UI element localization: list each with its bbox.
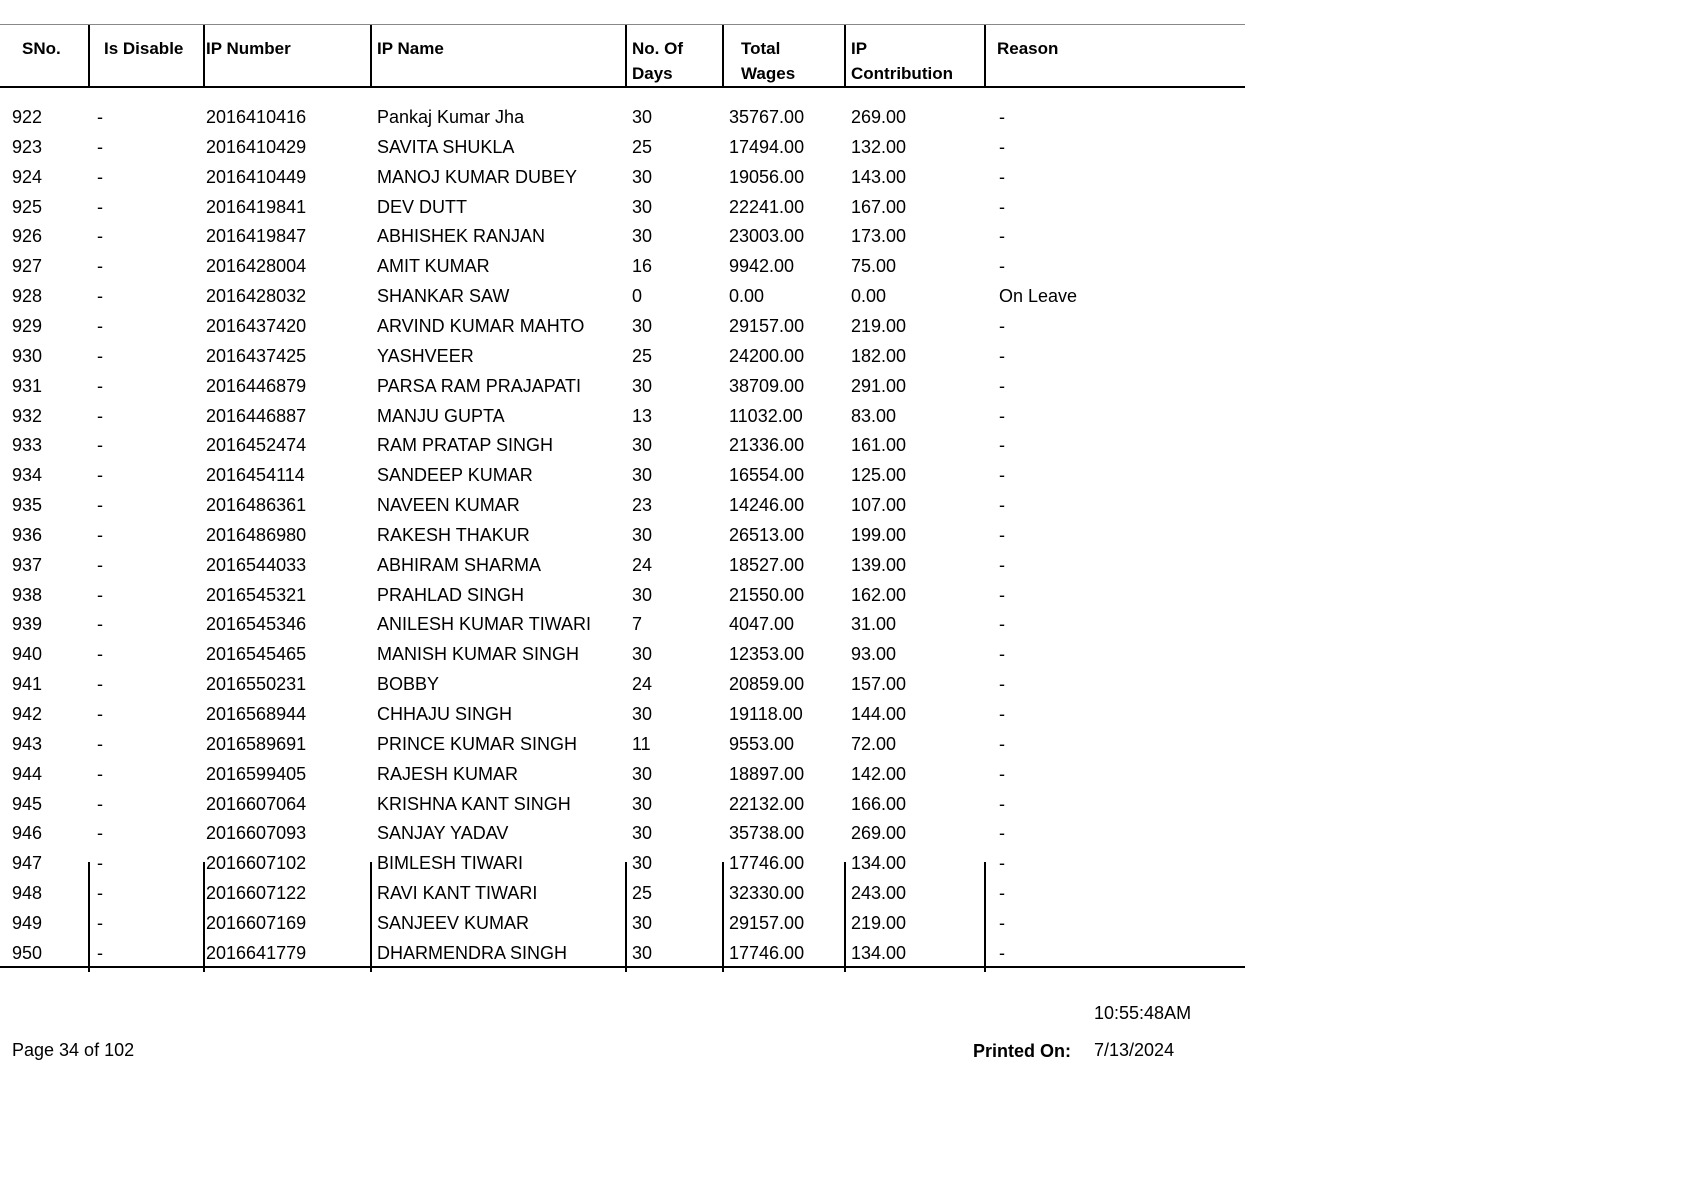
cell-ip-name: Pankaj Kumar Jha [377, 107, 525, 127]
cell-ip-name: RAJESH KUMAR [377, 763, 519, 784]
cell-reason: - [999, 166, 1005, 187]
cell-reason: - [999, 704, 1005, 724]
cell-reason: - [999, 733, 1005, 754]
cell-no-of-days: 30 [632, 853, 653, 874]
cell-ip-contribution: 199.00 [851, 524, 907, 545]
cell-ip-contribution: 182.00 [851, 345, 907, 366]
cell-sno: 929 [12, 315, 43, 336]
table-row [0, 341, 1245, 371]
cell-reason: - [999, 524, 1005, 545]
cell-ip-number: 2016446879 [206, 375, 307, 396]
cell-ip-number: 2016545346 [206, 614, 307, 635]
cell-sno: 930 [12, 345, 43, 366]
column-divider [844, 25, 846, 87]
cell-ip-name: PRINCE KUMAR SINGH [377, 733, 578, 754]
cell-no-of-days: 0 [632, 286, 643, 307]
cell-is-disable: - [97, 196, 103, 217]
cell-ip-contribution: 161.00 [851, 435, 907, 456]
table-row [0, 699, 1245, 729]
cell-total-wages: 32330.00 [729, 883, 805, 904]
cell-ip-contribution: 173.00 [851, 226, 907, 247]
cell-is-disable: - [97, 345, 103, 366]
cell-ip-contribution: 134.00 [851, 853, 907, 874]
cell-reason: - [999, 793, 1005, 814]
cell-ip-number: 2016486980 [206, 524, 307, 545]
cell-is-disable: - [97, 763, 103, 784]
cell-no-of-days: 30 [632, 315, 653, 336]
cell-no-of-days: 11 [632, 733, 651, 754]
cell-ip-contribution: 143.00 [851, 166, 907, 187]
cell-no-of-days: 30 [632, 644, 653, 665]
header-total-wages-line2: Wages [741, 64, 796, 83]
cell-ip-name: ABHIRAM SHARMA [377, 554, 542, 575]
cell-ip-contribution: 107.00 [851, 495, 907, 516]
cell-no-of-days: 30 [632, 465, 653, 486]
table-row [0, 132, 1245, 162]
cell-ip-number: 2016410449 [206, 166, 307, 187]
cell-ip-contribution: 157.00 [851, 674, 907, 695]
cell-ip-name: KRISHNA KANT SINGH [377, 793, 571, 814]
cell-reason: On Leave [999, 286, 1078, 307]
table-row [0, 759, 1245, 789]
cell-ip-contribution: 83.00 [851, 405, 897, 426]
cell-reason: - [999, 315, 1005, 336]
cell-sno: 937 [12, 554, 43, 575]
cell-sno: 950 [12, 942, 43, 963]
cell-ip-contribution: 125.00 [851, 465, 907, 486]
cell-total-wages: 17746.00 [729, 942, 805, 963]
column-divider [722, 25, 724, 87]
header-ip-contribution-line1: IP [851, 39, 868, 58]
cell-ip-name: RAVI KANT TIWARI [377, 883, 538, 904]
cell-no-of-days: 16 [632, 256, 653, 277]
cell-sno: 928 [12, 286, 43, 307]
table-row [0, 401, 1245, 431]
cell-ip-contribution: 166.00 [851, 793, 907, 814]
cell-total-wages: 35767.00 [729, 107, 805, 127]
table-row [0, 371, 1245, 401]
cell-total-wages: 24200.00 [729, 345, 805, 366]
cell-reason: - [999, 465, 1005, 486]
cell-ip-number: 2016607169 [206, 912, 307, 933]
cell-sno: 938 [12, 584, 43, 605]
cell-sno: 945 [12, 793, 43, 814]
cell-sno: 936 [12, 524, 43, 545]
column-divider [88, 25, 90, 87]
table-row [0, 729, 1245, 759]
cell-no-of-days: 30 [632, 912, 653, 933]
cell-ip-contribution: 31.00 [851, 614, 897, 635]
cell-sno: 940 [12, 644, 43, 665]
cell-ip-name: YASHVEER [377, 345, 474, 366]
cell-total-wages: 38709.00 [729, 375, 805, 396]
cell-is-disable: - [97, 256, 103, 277]
table-row [0, 580, 1245, 610]
cell-ip-number: 2016437420 [206, 315, 307, 336]
cell-sno: 926 [12, 226, 43, 247]
cell-ip-name: ABHISHEK RANJAN [377, 226, 546, 247]
column-divider [984, 25, 986, 87]
header-ip-number: IP Number [206, 39, 291, 58]
cell-total-wages: 29157.00 [729, 912, 805, 933]
cell-no-of-days: 30 [632, 435, 653, 456]
cell-is-disable: - [97, 465, 103, 486]
cell-total-wages: 22132.00 [729, 793, 805, 814]
cell-reason: - [999, 584, 1005, 605]
cell-ip-number: 2016545465 [206, 644, 307, 665]
cell-is-disable: - [97, 823, 103, 844]
table-row [0, 938, 1245, 968]
cell-ip-contribution: 167.00 [851, 196, 907, 217]
cell-sno: 923 [12, 136, 43, 157]
column-divider [625, 25, 627, 87]
cell-ip-name: SHANKAR SAW [377, 286, 510, 307]
cell-is-disable: - [97, 942, 103, 963]
cell-ip-number: 2016545321 [206, 584, 307, 605]
cell-ip-number: 2016607093 [206, 823, 307, 844]
cell-reason: - [999, 554, 1005, 575]
cell-total-wages: 16554.00 [729, 465, 805, 486]
cell-ip-name: MANJU GUPTA [377, 405, 505, 426]
header-ip-name: IP Name [377, 39, 444, 58]
table-row [0, 281, 1245, 311]
table-row [0, 102, 1245, 132]
cell-reason: - [999, 912, 1005, 933]
cell-sno: 925 [12, 196, 43, 217]
cell-ip-contribution: 0.00 [851, 286, 887, 307]
cell-sno: 934 [12, 465, 43, 486]
cell-ip-number: 2016437425 [206, 345, 307, 366]
cell-is-disable: - [97, 584, 103, 605]
table-row [0, 908, 1245, 938]
cell-ip-number: 2016544033 [206, 554, 307, 575]
cell-no-of-days: 23 [632, 495, 653, 516]
cell-ip-number: 2016419847 [206, 226, 307, 247]
cell-reason: - [999, 853, 1005, 874]
cell-total-wages: 26513.00 [729, 524, 805, 545]
cell-is-disable: - [97, 286, 103, 307]
cell-reason: - [999, 375, 1005, 396]
cell-sno: 922 [12, 107, 43, 127]
cell-reason: - [999, 136, 1005, 157]
header-is-disable: Is Disable [104, 39, 184, 58]
column-divider [203, 25, 205, 87]
cell-ip-number: 2016419841 [206, 196, 307, 217]
cell-no-of-days: 25 [632, 883, 653, 904]
cell-sno: 947 [12, 853, 43, 874]
cell-reason: - [999, 644, 1005, 665]
cell-sno: 932 [12, 405, 43, 426]
cell-ip-number: 2016454114 [206, 465, 305, 486]
cell-ip-number: 2016428032 [206, 286, 307, 307]
cell-reason: - [999, 942, 1005, 963]
cell-is-disable: - [97, 912, 103, 933]
cell-is-disable: - [97, 644, 103, 665]
cell-sno: 942 [12, 704, 43, 724]
cell-total-wages: 21336.00 [729, 435, 805, 456]
cell-reason: - [999, 226, 1005, 247]
table-row [0, 669, 1245, 699]
cell-no-of-days: 24 [632, 554, 653, 575]
table-row [0, 789, 1245, 819]
cell-ip-number: 2016410429 [206, 136, 307, 157]
cell-sno: 939 [12, 614, 43, 635]
cell-is-disable: - [97, 853, 103, 874]
cell-sno: 933 [12, 435, 43, 456]
cell-ip-contribution: 142.00 [851, 763, 907, 784]
table-row [0, 460, 1245, 490]
cell-ip-contribution: 291.00 [851, 375, 907, 396]
cell-no-of-days: 24 [632, 674, 653, 695]
header-ip-contribution [851, 36, 953, 86]
cell-reason: - [999, 614, 1005, 635]
cell-ip-contribution: 269.00 [851, 107, 907, 127]
table-row [0, 251, 1245, 281]
cell-no-of-days: 30 [632, 942, 653, 963]
cell-ip-number: 2016428004 [206, 256, 307, 277]
cell-is-disable: - [97, 554, 103, 575]
cell-no-of-days: 30 [632, 823, 653, 844]
cell-reason: - [999, 196, 1005, 217]
printed-on-label: Printed On: [973, 1041, 1071, 1061]
cell-total-wages: 14246.00 [729, 495, 805, 516]
cell-no-of-days: 30 [632, 584, 653, 605]
cell-ip-name: SAVITA SHUKLA [377, 136, 515, 157]
cell-ip-name: RAM PRATAP SINGH [377, 435, 554, 456]
cell-ip-contribution: 219.00 [851, 315, 907, 336]
cell-ip-name: NAVEEN KUMAR [377, 495, 520, 516]
cell-is-disable: - [97, 704, 103, 724]
cell-total-wages: 18527.00 [729, 554, 805, 575]
table-row [0, 878, 1245, 908]
cell-ip-contribution: 162.00 [851, 584, 907, 605]
cell-total-wages: 0.00 [729, 286, 765, 307]
cell-ip-name: SANDEEP KUMAR [377, 465, 533, 486]
cell-sno: 943 [12, 733, 43, 754]
table-row [0, 430, 1245, 460]
cell-ip-name: RAKESH THAKUR [377, 524, 530, 545]
cell-ip-name: PARSA RAM PRAJAPATI [377, 375, 582, 396]
cell-sno: 948 [12, 883, 43, 904]
cell-reason: - [999, 883, 1005, 904]
cell-no-of-days: 30 [632, 763, 653, 784]
cell-total-wages: 23003.00 [729, 226, 805, 247]
table-row [0, 192, 1245, 222]
cell-is-disable: - [97, 226, 103, 247]
cell-total-wages: 12353.00 [729, 644, 805, 665]
cell-total-wages: 20859.00 [729, 674, 805, 695]
cell-is-disable: - [97, 405, 103, 426]
cell-sno: 949 [12, 912, 43, 933]
table-row [0, 221, 1245, 251]
cell-ip-number: 2016589691 [206, 733, 307, 754]
table-row [0, 639, 1245, 669]
cell-no-of-days: 30 [632, 704, 653, 724]
cell-no-of-days: 30 [632, 226, 653, 247]
table-row [0, 550, 1245, 580]
cell-reason: - [999, 823, 1005, 844]
cell-ip-contribution: 134.00 [851, 942, 907, 963]
cell-is-disable: - [97, 375, 103, 396]
cell-no-of-days: 30 [632, 107, 653, 127]
cell-ip-contribution: 269.00 [851, 823, 907, 844]
cell-is-disable: - [97, 733, 103, 754]
cell-ip-contribution: 144.00 [851, 704, 907, 724]
cell-ip-name: DHARMENDRA SINGH [377, 942, 568, 963]
cell-reason: - [999, 674, 1005, 695]
cell-ip-number: 2016486361 [206, 495, 307, 516]
table-row [0, 818, 1245, 848]
cell-ip-name: AMIT KUMAR [377, 256, 490, 277]
cell-is-disable: - [97, 674, 103, 695]
cell-total-wages: 29157.00 [729, 315, 805, 336]
cell-no-of-days: 30 [632, 793, 653, 814]
cell-is-disable: - [97, 107, 103, 127]
cell-ip-name: ANILESH KUMAR TIWARI [377, 614, 592, 635]
cell-ip-name: PRAHLAD SINGH [377, 584, 525, 605]
table-row [0, 520, 1245, 550]
cell-is-disable: - [97, 136, 103, 157]
cell-sno: 944 [12, 763, 43, 784]
cell-ip-number: 2016446887 [206, 405, 307, 426]
cell-ip-number: 2016607064 [206, 793, 307, 814]
cell-is-disable: - [97, 435, 103, 456]
table-row [0, 848, 1245, 878]
cell-no-of-days: 13 [632, 405, 653, 426]
cell-sno: 931 [12, 375, 43, 396]
cell-ip-name: BOBBY [377, 674, 440, 695]
cell-ip-number: 2016607102 [206, 853, 307, 874]
cell-ip-number: 2016641779 [206, 942, 307, 963]
cell-is-disable: - [97, 883, 103, 904]
cell-reason: - [999, 763, 1005, 784]
cell-ip-number: 2016607122 [206, 883, 307, 904]
header-reason: Reason [997, 39, 1059, 58]
cell-total-wages: 9942.00 [729, 256, 795, 277]
table-row [0, 311, 1245, 341]
cell-sno: 946 [12, 823, 43, 844]
cell-total-wages: 35738.00 [729, 823, 805, 844]
cell-is-disable: - [97, 166, 103, 187]
cell-no-of-days: 30 [632, 524, 653, 545]
cell-is-disable: - [97, 793, 103, 814]
header-no-of-days [632, 36, 683, 86]
header-ip-contribution-line2: Contribution [851, 64, 953, 83]
cell-sno: 924 [12, 166, 43, 187]
table-top-rule [0, 24, 1245, 25]
cell-total-wages: 18897.00 [729, 763, 805, 784]
cell-is-disable: - [97, 495, 103, 516]
cell-is-disable: - [97, 315, 103, 336]
cell-ip-name: SANJAY YADAV [377, 823, 509, 844]
cell-ip-name: CHHAJU SINGH [377, 704, 513, 724]
cell-ip-contribution: 132.00 [851, 136, 907, 157]
header-sno: SNo. [22, 39, 61, 58]
cell-reason: - [999, 107, 1005, 127]
cell-ip-number: 2016568944 [206, 704, 307, 724]
cell-total-wages: 17494.00 [729, 136, 805, 157]
cell-total-wages: 22241.00 [729, 196, 805, 217]
header-bottom-rule [0, 86, 1245, 88]
cell-ip-name: MANOJ KUMAR DUBEY [377, 166, 578, 187]
cell-reason: - [999, 435, 1005, 456]
cell-no-of-days: 25 [632, 345, 653, 366]
header-total-wages-line1: Total [741, 39, 781, 58]
cell-sno: 927 [12, 256, 43, 277]
cell-ip-name: MANISH KUMAR SINGH [377, 644, 580, 665]
column-divider [370, 25, 372, 87]
cell-reason: - [999, 256, 1005, 277]
page-number: Page 34 of 102 [12, 1040, 135, 1060]
cell-reason: - [999, 345, 1005, 366]
table-row [0, 162, 1245, 192]
cell-reason: - [999, 405, 1005, 426]
cell-ip-name: SANJEEV KUMAR [377, 912, 530, 933]
cell-total-wages: 19118.00 [729, 704, 803, 724]
cell-no-of-days: 30 [632, 196, 653, 217]
header-total-wages [741, 36, 795, 86]
cell-sno: 941 [12, 674, 43, 695]
cell-total-wages: 4047.00 [729, 614, 795, 635]
cell-no-of-days: 30 [632, 166, 653, 187]
cell-total-wages: 11032.00 [729, 405, 803, 426]
cell-ip-number: 2016599405 [206, 763, 307, 784]
cell-ip-contribution: 72.00 [851, 733, 897, 754]
printed-date: 7/13/2024 [1094, 1040, 1175, 1060]
cell-ip-contribution: 139.00 [851, 554, 907, 575]
cell-ip-contribution: 75.00 [851, 256, 897, 277]
cell-ip-number: 2016550231 [206, 674, 307, 695]
cell-is-disable: - [97, 524, 103, 545]
cell-total-wages: 9553.00 [729, 733, 795, 754]
printed-time: 10:55:48AM [1094, 1003, 1192, 1023]
cell-is-disable: - [97, 614, 103, 635]
cell-ip-name: ARVIND KUMAR MAHTO [377, 315, 585, 336]
cell-total-wages: 19056.00 [729, 166, 805, 187]
cell-ip-contribution: 243.00 [851, 883, 907, 904]
cell-ip-number: 2016452474 [206, 435, 307, 456]
header-no-of-days-line2: Days [632, 64, 673, 83]
cell-no-of-days: 7 [632, 614, 643, 635]
table-row [0, 490, 1245, 520]
cell-ip-name: BIMLESH TIWARI [377, 853, 524, 874]
cell-total-wages: 17746.00 [729, 853, 805, 874]
cell-ip-number: 2016410416 [206, 107, 307, 127]
table-row [0, 609, 1245, 639]
cell-no-of-days: 30 [632, 375, 653, 396]
cell-ip-name: DEV DUTT [377, 196, 467, 217]
cell-sno: 935 [12, 495, 43, 516]
cell-ip-contribution: 93.00 [851, 644, 897, 665]
header-no-of-days-line1: No. Of [632, 39, 683, 58]
cell-total-wages: 21550.00 [729, 584, 805, 605]
cell-ip-contribution: 219.00 [851, 912, 907, 933]
cell-no-of-days: 25 [632, 136, 653, 157]
cell-reason: - [999, 495, 1005, 516]
